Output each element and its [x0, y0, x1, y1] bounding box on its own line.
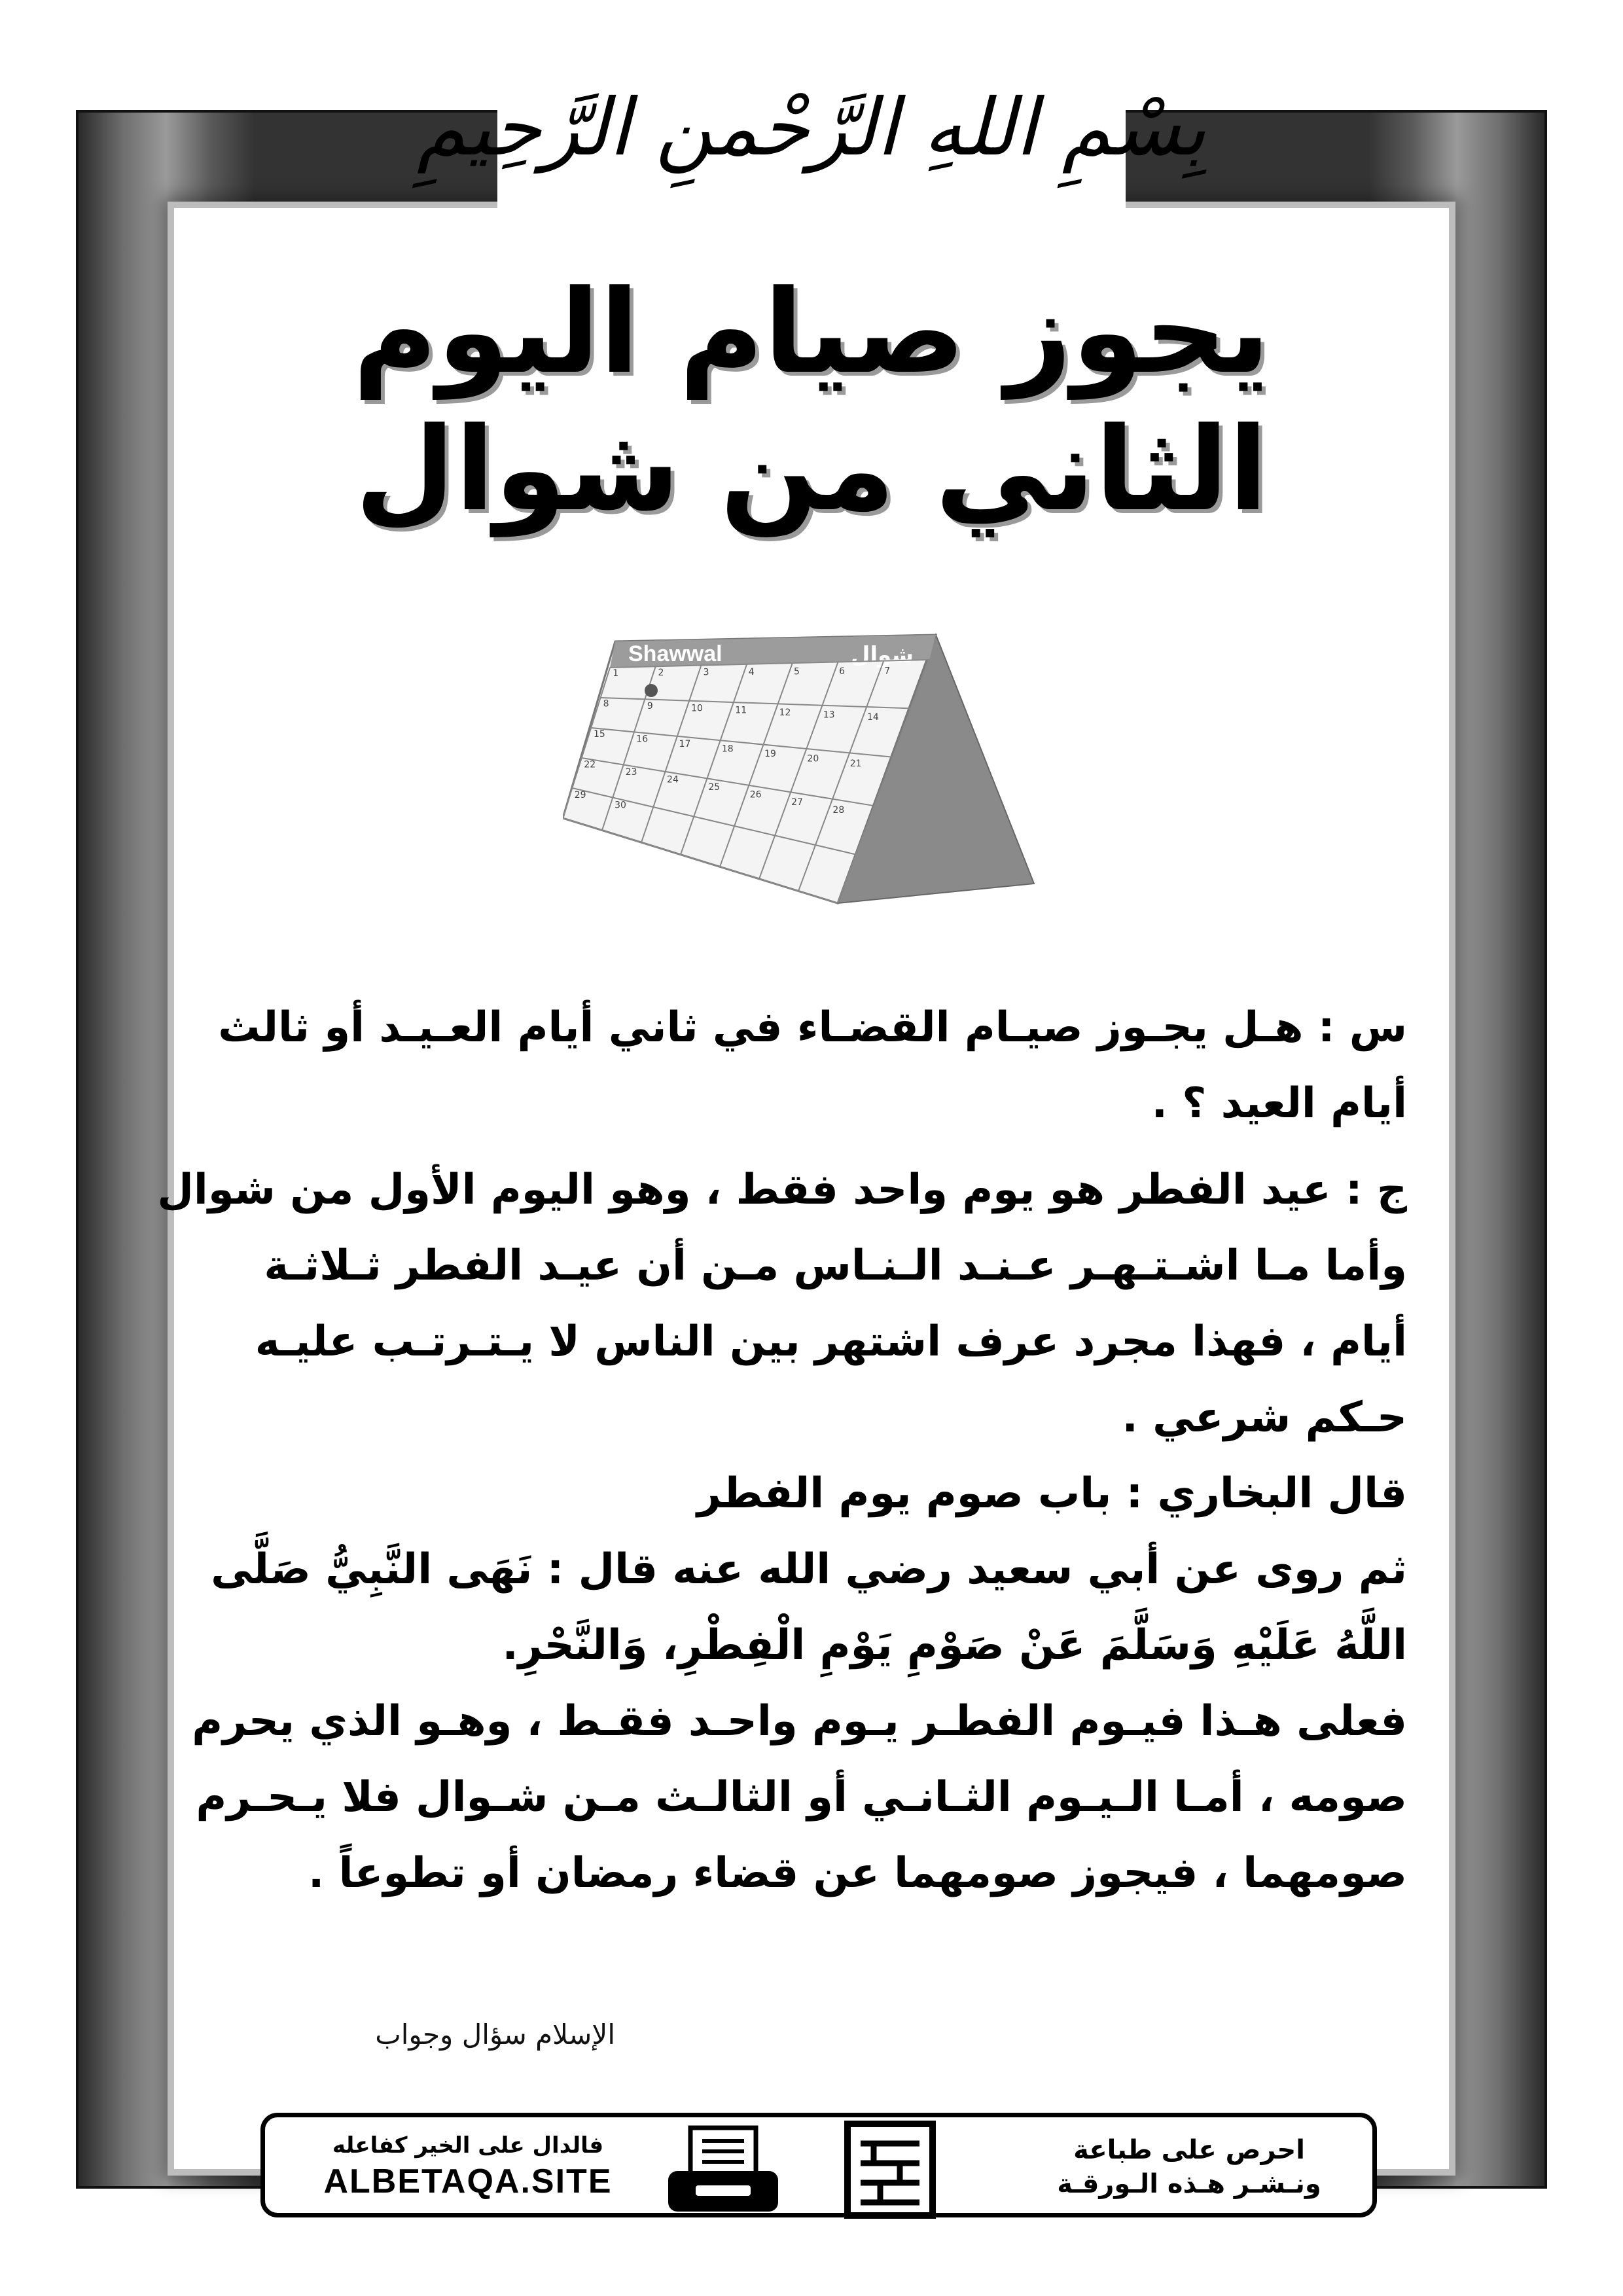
calendar-day: 22	[584, 759, 596, 770]
calendar-day: 5	[793, 666, 800, 677]
footer-appeal-line-2: ونـشـر هـذه الـورقـة	[1057, 2169, 1321, 2199]
calendar-day: 14	[866, 712, 879, 723]
calendar-day: 15	[594, 728, 605, 740]
body-line: ثم روى عن أبي سعيد رضي الله عنه قال : نَهَى النَّبِيُّ صَلَّى	[211, 1545, 1407, 1594]
footer-site-block	[298, 2129, 638, 2201]
calendar-day: 11	[735, 705, 747, 716]
body-line: فعلى هـذا فيـوم الفطـر يـوم واحـد فقـط ، وهـو الذي يحرم	[192, 1697, 1407, 1746]
calendar-day: 3	[703, 667, 709, 678]
calendar-day: 26	[749, 789, 762, 800]
calendar-day: 7	[884, 666, 891, 677]
calendar-day: 20	[807, 753, 819, 764]
calendar-marked-day	[645, 684, 658, 697]
calendar-day: 25	[708, 782, 721, 793]
footer-site-link[interactable]: ALBETAQA.SITE	[323, 2162, 613, 2200]
calendar-day: 27	[791, 797, 803, 808]
footer-box	[260, 2113, 1377, 2217]
calendar-day: 23	[625, 766, 637, 778]
source-credit: الإسلام سؤال وجواب	[375, 2018, 615, 2051]
calendar-day: 24	[667, 774, 679, 785]
body-line: اللَّهُ عَلَيْهِ وَسَلَّمَ عَنْ صَوْمِ يَوْمِ الْفِطْرِ، وَالنَّحْرِ.	[502, 1621, 1407, 1670]
calendar-day: 6	[839, 666, 846, 677]
calendar-day: 8	[603, 698, 609, 709]
calendar-day: 9	[647, 700, 653, 711]
calendar-day: 29	[574, 789, 586, 800]
calendar-label-ar: شوال	[851, 642, 914, 668]
footer-proverb: فالدال على الخير كفاعله	[332, 2132, 604, 2159]
calendar-day: 10	[691, 703, 703, 714]
daawat-alwaraqa-logo	[834, 2117, 946, 2222]
body-line: صومه ، أمـا الـيـوم الثـانـي أو الثالـث مـن شـوال فلا يـحـرم	[196, 1773, 1407, 1821]
page-title-line-1: يجوز صيام اليوم	[353, 265, 1270, 399]
page-title-line-2: الثاني من شوال	[355, 403, 1268, 537]
body-line: صومهما ، فيجوز صومهما عن قضاء رمضان أو تطوعاً .	[308, 1849, 1407, 1897]
basmala-text: بِسْمِ اللهِ الرَّحْمنِ الرَّحِيمِ	[416, 82, 1207, 173]
footer-appeal	[1026, 2133, 1353, 2201]
calendar-day: 1	[613, 668, 619, 679]
footer-appeal-line-1: احرص على طباعة	[1073, 2135, 1305, 2165]
calendar-day: 2	[658, 668, 664, 679]
body-line: ج : عيد الفطر هو يوم واحد فقط ، وهو اليوم الأول من شوال	[157, 1166, 1407, 1214]
calendar-day: 13	[823, 709, 835, 721]
calendar-day: 19	[764, 748, 776, 759]
body-line: أيام ، فهذا مجرد عرف اشتهر بين الناس لا يـتـرتـب عليـه	[255, 1318, 1407, 1366]
calendar-day: 17	[679, 738, 691, 749]
calendar-illustration	[563, 602, 1060, 910]
calendar-day: 4	[748, 667, 755, 678]
basmala-banner	[416, 39, 1207, 216]
calendar-day: 30	[615, 800, 626, 811]
calendar-day: 16	[636, 734, 649, 745]
question-answer-text	[157, 990, 1407, 1911]
calendar-day: 21	[849, 759, 862, 770]
body-line: س : هـل يجـوز صيـام القضـاء في ثاني أيام العـيـد أو ثالث	[218, 1003, 1407, 1052]
printer-icon	[664, 2125, 782, 2217]
body-line: وأما مـا اشـتـهـر عـنـد الـنـاس مـن أن عيـد الفطر ثـلاثـة	[264, 1242, 1407, 1290]
calendar-day: 18	[721, 744, 734, 755]
body-line: أيام العيد ؟ .	[1151, 1079, 1407, 1128]
calendar-label-en: Shawwal	[628, 641, 722, 666]
calendar-day: 12	[779, 708, 791, 719]
body-line: قال البخاري : باب صوم يوم الفطر	[697, 1469, 1407, 1518]
body-line: حـكم شرعي .	[1122, 1393, 1407, 1442]
calendar-day: 28	[832, 804, 845, 816]
